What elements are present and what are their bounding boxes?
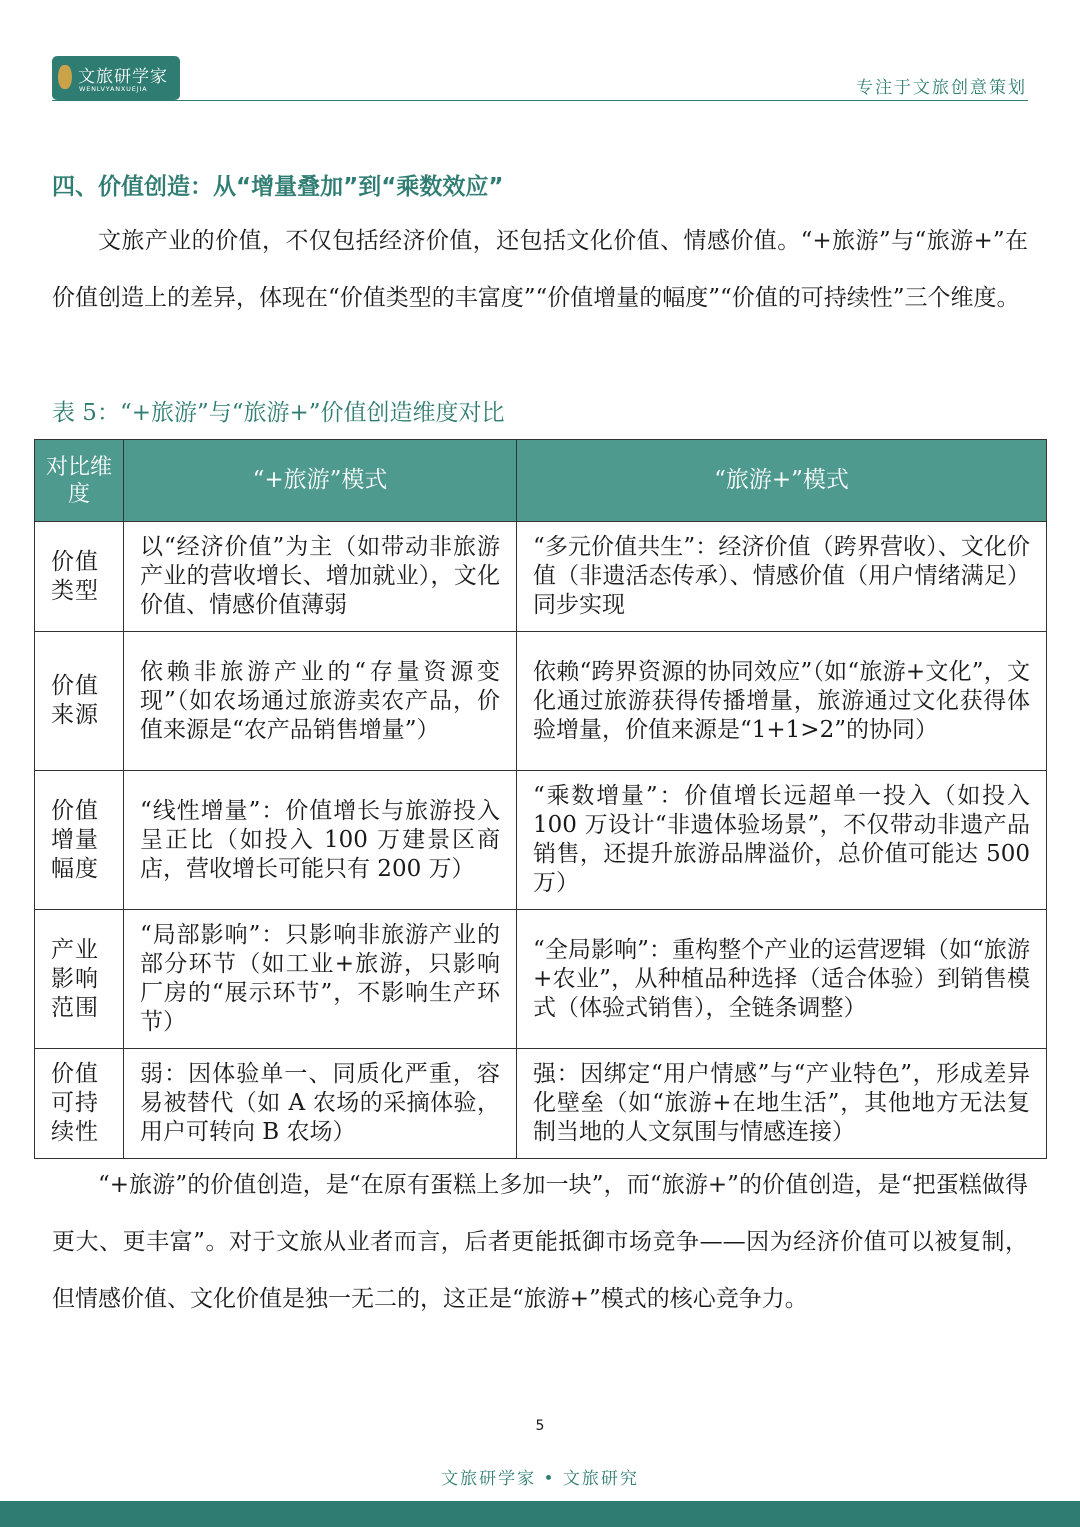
footer-text: 文旅研学家 • 文旅研究 xyxy=(441,1469,639,1489)
row-tourism-plus: 强：因绑定“用户情感”与“产业特色”，形成差异化壁垒（如“旅游+在地生活”，其他地方无法复制当地的人文氛围与情感连接） xyxy=(517,1049,1047,1159)
row-dimension: 价值来源 xyxy=(35,632,124,771)
row-plus-tourism: 以“经济价值”为主（如带动非旅游产业的营收增长、增加就业），文化价值、情感价值薄弱 xyxy=(124,522,517,632)
row-plus-tourism: “线性增量”：价值增长与旅游投入呈正比（如投入 100 万建景区商店，营收增长可能只有 200 万） xyxy=(124,771,517,910)
section-title: 四、价值创造：从“增量叠加”到“乘数效应” xyxy=(52,174,504,200)
brand-logo xyxy=(52,56,180,100)
logo-english-name: WENLVYANXUEJIA xyxy=(79,85,148,93)
row-plus-tourism: 依赖非旅游产业的“存量资源变现”（如农场通过旅游卖农产品，价值来源是“农产品销售增量”） xyxy=(124,632,517,771)
row-tourism-plus: “多元价值共生”：经济价值（跨界营收）、文化价值（非遗活态传承）、情感价值（用户情绪满足）同步实现 xyxy=(517,522,1047,632)
table-row xyxy=(35,632,1047,771)
footer-bar xyxy=(0,1501,1080,1527)
header-tourism-plus: “旅游+”模式 xyxy=(517,440,1047,522)
row-dimension: 价值增量幅度 xyxy=(35,771,124,910)
row-dimension: 价值类型 xyxy=(35,522,124,632)
row-dimension: 价值可持续性 xyxy=(35,1049,124,1159)
intro-paragraph: 文旅产业的价值，不仅包括经济价值，还包括文化价值、情感价值。“+旅游”与“旅游+”在价值创造上的差异，体现在“价值类型的丰富度”“价值增量的幅度”“价值的可持续性”三个维度。 xyxy=(52,228,1028,311)
header-dimension: 对比维度 xyxy=(35,440,124,522)
table-row xyxy=(35,522,1047,632)
logo-chinese-name: 文旅研学家 xyxy=(78,67,168,87)
comparison-table xyxy=(34,439,1047,1159)
table-caption: 表 5：“+旅游”与“旅游+”价值创造维度对比 xyxy=(52,400,505,426)
leaf-icon xyxy=(58,65,72,89)
table-row xyxy=(35,1049,1047,1159)
row-plus-tourism: 弱：因体验单一、同质化严重，容易被替代（如 A 农场的采摘体验，用户可转向 B 农场） xyxy=(124,1049,517,1159)
table-row xyxy=(35,771,1047,910)
header-divider xyxy=(52,100,1028,101)
row-plus-tourism: “局部影响”：只影响非旅游产业的部分环节（如工业+旅游，只影响厂房的“展示环节”，不影响生产环节） xyxy=(124,910,517,1049)
row-dimension: 产业影响范围 xyxy=(35,910,124,1049)
closing-paragraph: “+旅游”的价值创造，是“在原有蛋糕上多加一块”，而“旅游+”的价值创造，是“把蛋糕做得更大、更丰富”。对于文旅从业者而言，后者更能抵御市场竞争——因为经济价值可以被复制，但情感价值、文化价值是独一无二的，这正是“旅游+”模式的核心竞争力。 xyxy=(52,1172,1028,1312)
header-tagline: 专注于文旅创意策划 xyxy=(856,78,1027,98)
table-row xyxy=(35,910,1047,1049)
page-number: 5 xyxy=(535,1418,545,1434)
row-tourism-plus: “乘数增量”：价值增长远超单一投入（如投入 100 万设计“非遗体验场景”，不仅带动非遗产品销售，还提升旅游品牌溢价，总价值可能达 500 万） xyxy=(517,771,1047,910)
row-tourism-plus: “全局影响”：重构整个产业的运营逻辑（如“旅游+农业”，从种植品种选择（适合体验）到销售模式（体验式销售），全链条调整） xyxy=(517,910,1047,1049)
header-plus-tourism: “+旅游”模式 xyxy=(124,440,517,522)
table-header-row xyxy=(35,440,1047,522)
row-tourism-plus: 依赖“跨界资源的协同效应”（如“旅游+文化”，文化通过旅游获得传播增量，旅游通过文化获得体验增量，价值来源是“1+1>2”的协同） xyxy=(517,632,1047,771)
